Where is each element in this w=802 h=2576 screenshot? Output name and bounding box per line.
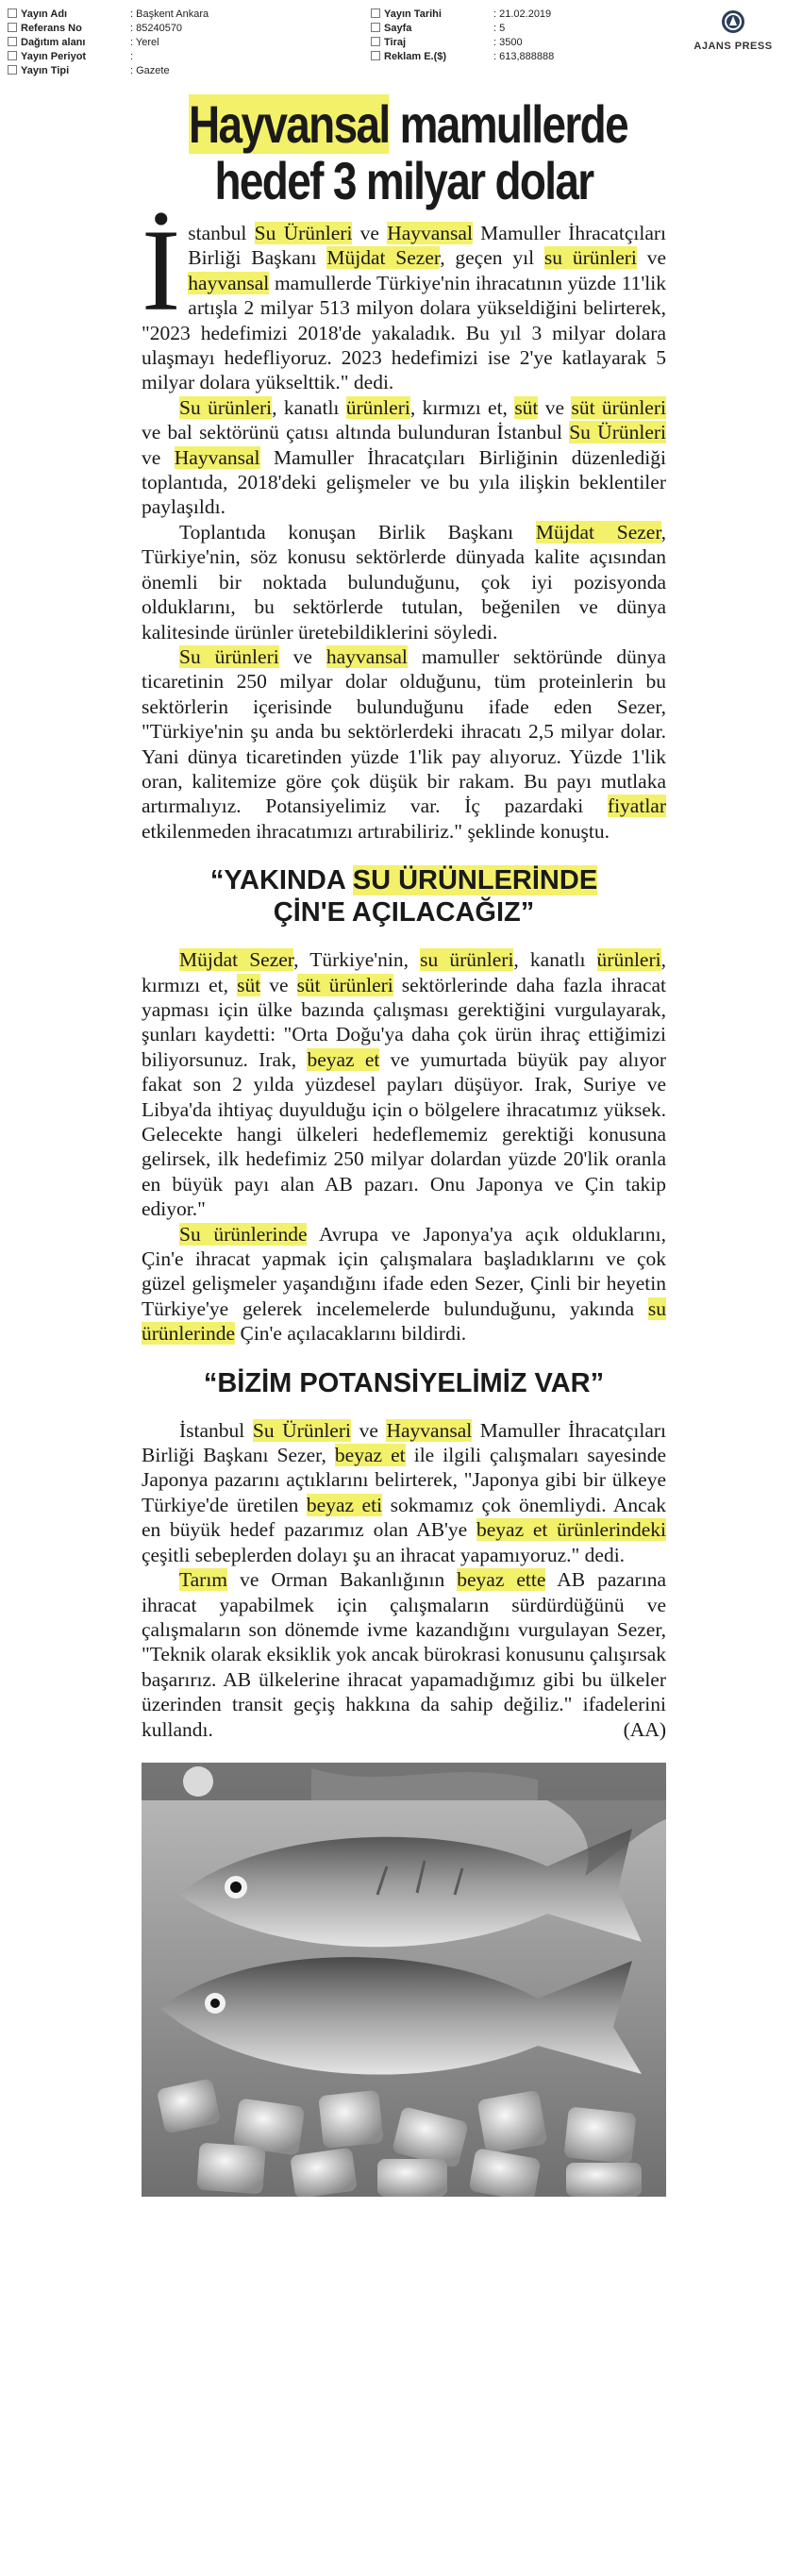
highlighted-keyword: fiyatlar — [607, 795, 666, 818]
highlighted-keyword: Su ürünleri — [179, 644, 279, 668]
text-run: ve — [636, 246, 666, 270]
checkbox-icon — [371, 37, 380, 46]
ajans-press-logo — [681, 9, 785, 52]
highlighted-keyword: hayvansal — [326, 644, 408, 668]
headline — [189, 94, 627, 210]
text-run: Avrupa ve Japonya'ya açık olduklarını, Çin'e ihracat yapmak için çalışmalara başladıklarını ve çok güzel gelişmeler yaşandığını ifade eden Sezer, Çinli bir heyetin Türkiye'ye gelerek incelemelerde bulunduğunu, yakında — [142, 1222, 666, 1320]
text-run: , Türkiye'nin, — [293, 948, 421, 972]
meta-row: Sayfa : 5 — [371, 22, 554, 36]
publication-info-right — [371, 8, 554, 64]
text-run: , kırmızı et, — [409, 395, 515, 419]
text-run: ile ilgili çalışmaları sayesinde Japonya pazarını açtıklarını belirterek, "Japonya gibi bir ülkeye Türkiye'de üretilen — [142, 1444, 666, 1516]
text-run: “BİZİM POTANSİYELİMİZ VAR” — [203, 1367, 605, 1398]
text-run: etkilenmeden ihracatımızı artırabiliriz." şeklinde konuştu. — [142, 819, 610, 843]
paragraph-4 — [142, 644, 666, 844]
meta-row: Dağıtım alanı : Yerel — [8, 36, 209, 50]
publication-info-left — [8, 8, 209, 78]
text-run: Çin'e açılacaklarını bildirdi. — [235, 1322, 467, 1346]
highlighted-keyword: süt ürünleri — [571, 395, 666, 419]
text-run — [142, 864, 666, 896]
text-run: ve — [260, 973, 297, 996]
highlighted-keyword: su ürünleri — [420, 948, 514, 972]
highlighted-keyword: su ürünleri — [543, 246, 637, 270]
text-run: mamuller sektöründe dünya ticaretinin 250 milyar dolar olduğunu, tüm proteinlerin bu sektörlerin içerisinde bulunduğunu ifade eden Sezer, "Türkiye'nin şu anda bu sektörlerdeki ihracatı 2,5 milyar dolar. Yani dünya ticaretinden yüzde 1'lik pay alıyoruz. Yüzde 1'lik oran, kalitemize göre çok düşük bir rakam. Bu payı mutlaka artırmalıyız. Potansiyelimiz var. İç pazardaki — [142, 644, 666, 818]
highlighted-keyword: süt — [514, 395, 539, 419]
highlighted-keyword: ürünleri — [596, 948, 661, 972]
highlighted-keyword: beyaz et — [307, 1047, 380, 1071]
text-run: İstanbul — [179, 1418, 253, 1442]
meta-row: Yayın Adı : Başkent Ankara — [8, 8, 209, 22]
text-run: stanbul — [188, 222, 255, 244]
subheading-potential — [142, 1367, 666, 1399]
meta-row: Yayın Periyot : — [8, 50, 209, 64]
paragraph-7 — [142, 1418, 666, 1567]
text-run: , kanatlı — [272, 395, 346, 419]
highlighted-keyword: Su Ürünleri — [569, 421, 666, 444]
paragraph-2 — [142, 395, 666, 520]
checkbox-icon — [371, 23, 380, 32]
highlighted-keyword: beyaz et ürünlerindeki — [476, 1518, 666, 1542]
text-run: ve Orman Bakanlığının — [227, 1568, 458, 1592]
meta-row: Reklam E.($) : 613,888888 — [371, 50, 554, 64]
checkbox-icon — [8, 65, 17, 75]
highlighted-keyword: hayvansal — [188, 271, 270, 294]
text-run: Mamuller İhracatçıları Birliği Başkanı Sezer, — [142, 1418, 667, 1467]
text-run: ÇİN'E AÇILACAĞIZ” — [273, 897, 535, 928]
text-run: , Türkiye'nin, söz konusu sektörlerde dünyada kalite açısından önemli bir noktada bulunduğunu, çok iyi pozisyonda olduklarını, bu sektörlerde tutulan, beğenilen ve dünya kalitesinde ürünler üretebildiklerini söyledi. — [142, 520, 667, 644]
subheading-china — [142, 864, 666, 928]
text-run: ve — [352, 222, 388, 244]
text-run: , kırmızı et, — [142, 948, 666, 996]
highlighted-keyword: Su ürünleri — [179, 395, 273, 419]
text-run: , geçen yıl — [440, 246, 544, 270]
text-run: ve — [351, 1418, 387, 1442]
highlighted-keyword: Müjdat Sezer — [179, 948, 294, 972]
paragraph-6 — [142, 1222, 666, 1347]
paragraph-8 — [142, 1567, 666, 1742]
text-run: mamullerde Türkiye'nin ihracatının yüzde 11'lik artışla 2 milyar 513 milyon dolara yükseldiğini belirterek, "2023 hedefimizi 2018'de yakaladık. Bu yıl 3 milyar dolara ulaşmayı hedefliyoruz. 2023 hedefimizi ise 2'ye katlayarak 5 milyar dolara yükselttik." dedi. — [142, 271, 666, 394]
highlighted-keyword: su ürünlerinde — [142, 1296, 666, 1346]
checkbox-icon — [371, 8, 380, 18]
highlighted-keyword: süt — [237, 973, 261, 996]
highlighted-keyword: ürünleri — [345, 395, 410, 419]
text-run: ve — [142, 445, 175, 469]
text-run: Mamuller İhracatçıları Birliği Başkanı — [188, 222, 667, 270]
headline-highlight: Hayvansal — [189, 94, 390, 154]
checkbox-icon — [8, 23, 17, 32]
headline-line-2: hedef 3 milyar dolar — [214, 151, 593, 210]
meta-row: Tiraj : 3500 — [371, 36, 554, 50]
paragraph-1 — [142, 206, 667, 395]
text-run: Toplantıda konuşan Birlik Başkanı — [179, 520, 536, 544]
paragraph-5 — [142, 947, 666, 1221]
highlighted-keyword: Su ürünlerinde — [179, 1222, 308, 1246]
highlighted-keyword: Hayvansal — [386, 1418, 473, 1442]
text-run: AB pazarına ihracat yapabilmek için çalışmaların sürdürdüğünü ve çalışmaların son dönemde ivme kazandığını vurgulayan Sezer, "Teknik olarak eksiklik yok ancak bürokrasi konusunu çalışırsak başarırız. AB ülkelerine ihracat yapamadığımız gibi bu ülkeler üzerinden transit geçiş hakkına da sahip değiliz." ifadelerini kullandı. — [142, 1568, 666, 1741]
highlighted-keyword: süt ürünleri — [296, 973, 393, 996]
meta-row: Yayın Tarihi : 21.02.2019 — [371, 8, 554, 22]
highlighted-keyword: Hayvansal — [387, 222, 473, 244]
paragraph-3 — [142, 520, 666, 644]
text-run: çeşitli sebeplerden dolayı şu an ihracat yapamıyoruz." dedi. — [142, 1543, 626, 1566]
highlighted-keyword: beyaz ette — [457, 1568, 546, 1592]
text-run: ve bal sektörünü çatısı altında bulunduran İstanbul — [142, 421, 570, 444]
highlighted-keyword: Müjdat Sezer — [535, 520, 661, 544]
text-run: Mamuller İhracatçıları Birliğinin düzenlediği toplantıda, 2018'deki gelişmeler ve bu yıla ilişkin beklentiler paylaşıldı. — [142, 445, 666, 519]
ajans-press-logo-icon — [721, 9, 745, 34]
checkbox-icon — [8, 51, 17, 60]
logo-text: AJANS PRESS — [693, 41, 773, 52]
text-run: sektörlerinde daha fazla ihracat yapması için ülke bazında çalışması gerektiğini vurgulayarak, şunları kaydetti: "Orta Doğu'ya daha çok ürün ihraç ettiğimizi biliyorsunuz. Irak, — [142, 973, 666, 1071]
highlighted-keyword: Müjdat Sezer — [326, 246, 441, 270]
text-run: , kanatlı — [513, 948, 597, 972]
highlighted-keyword: SU ÜRÜNLERİNDE — [352, 865, 598, 896]
highlighted-keyword: beyaz et — [334, 1444, 406, 1467]
meta-row: Referans No : 85240570 — [8, 22, 209, 36]
article — [142, 96, 666, 2201]
text-run: sokmamız çok önemliydi. Ancak en büyük hedef pazarımız olan AB'ye — [142, 1493, 667, 1542]
highlighted-keyword: Hayvansal — [174, 445, 260, 469]
checkbox-icon — [371, 51, 380, 60]
fish-on-ice-photo-icon — [142, 1763, 666, 2197]
highlighted-keyword: beyaz eti — [306, 1493, 383, 1516]
drop-cap: İ — [142, 206, 181, 335]
text-run: “YAKINDA — [209, 865, 353, 896]
meta-row: Yayın Tipi : Gazete — [8, 64, 209, 78]
text-run: ve — [538, 395, 572, 419]
headline-line-1: Hayvansal mamullerde — [189, 94, 627, 154]
checkbox-icon — [8, 8, 17, 18]
text-run: ve — [278, 644, 326, 668]
source-credit: (AA) — [623, 1717, 666, 1741]
highlighted-keyword: Tarım — [179, 1568, 228, 1592]
highlighted-keyword: Su Ürünleri — [254, 222, 353, 244]
highlighted-keyword: Su Ürünleri — [252, 1418, 351, 1442]
publication-info — [8, 8, 696, 94]
text-run: ve yumurtada büyük pay alıyor fakat son 2 yılda yüzdesel payları düşüyor. Irak, Suriye ve Libya'da ihtiyaç duyulduğu için o bölgelere ihracatımız yüksek. Gelecekte hangi ülkeleri hedeflememiz gerektiği konusuna gelirsek, ilk hedefimiz 250 milyar dolardan yüzde 20'lik oranla en büyük payı alan AB pazarı. Onu Japonya ve Çin takip ediyor." — [142, 1047, 666, 1221]
checkbox-icon — [8, 37, 17, 46]
article-body — [142, 206, 667, 1742]
